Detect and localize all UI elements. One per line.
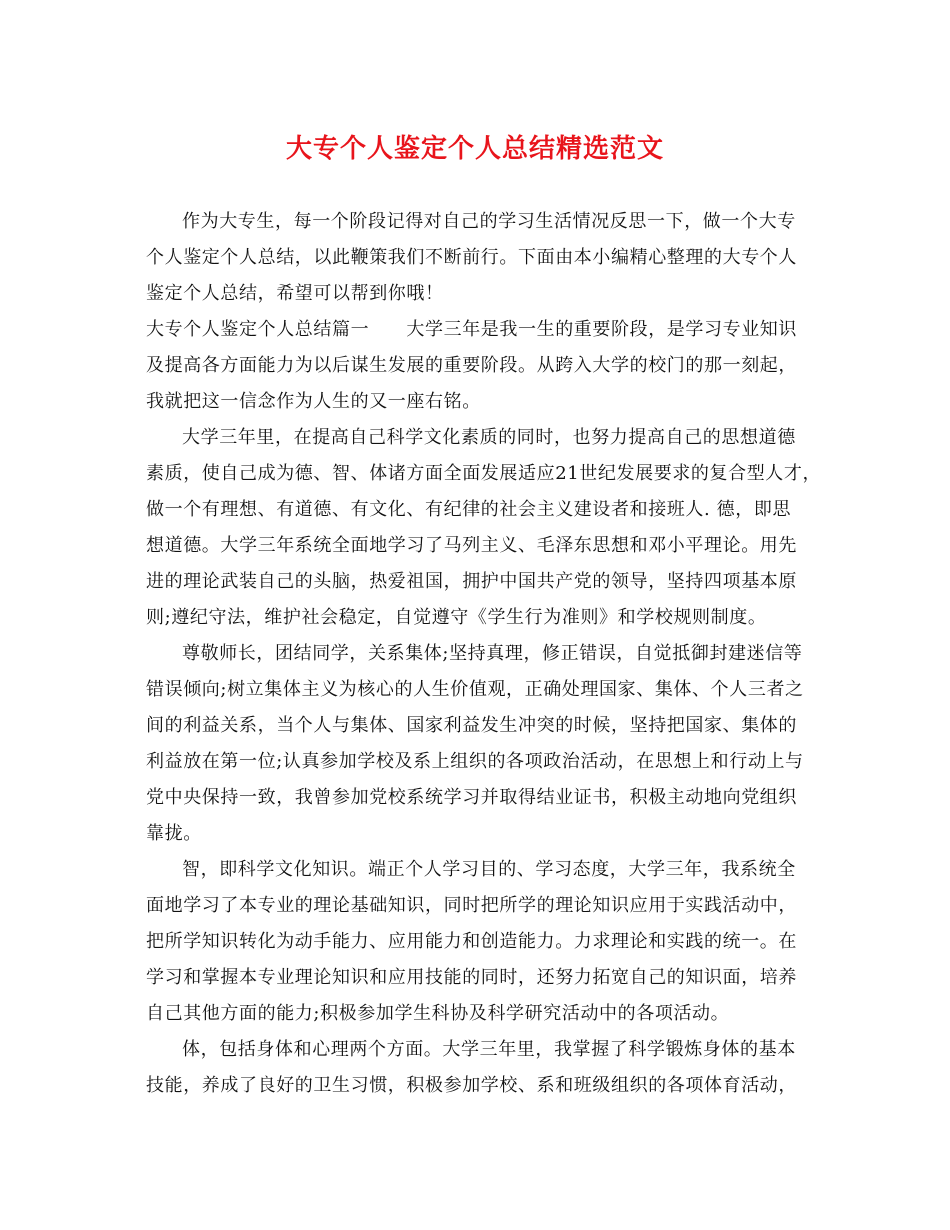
paragraph-line: 学习和掌握本专业理论知识和应用技能的同时，还努力拓宽自己的知识面，培养 [146, 967, 797, 988]
paragraph-line: 面地学习了本专业的理论基础知识，同时把所学的理论知识应用于实践活动中， [146, 895, 797, 916]
paragraph-line: 技能，养成了良好的卫生习惯，积极参加学校、系和班级组织的各项体育活动， [146, 1075, 797, 1096]
paragraph-line: 大学三年里，在提高自己科学文化素质的同时，也努力提高自己的思想道德 [182, 427, 796, 448]
paragraph-line: 自己其他方面的能力;积极参加学生科协及科学研究活动中的各项活动。 [146, 1003, 730, 1024]
paragraph-line: 尊敬师长，团结同学，关系集体;坚持真理，修正错误，自觉抵御封建迷信等 [182, 643, 803, 664]
paragraph-line: 体，包括身体和心理两个方面。大学三年里，我掌握了科学锻炼身体的基本 [182, 1039, 796, 1060]
paragraph-line: 靠拢。 [146, 823, 202, 844]
paragraph-line: 做一个有理想、有道德、有文化、有纪律的社会主义建设者和接班人. 德，即思 [146, 499, 792, 520]
paragraph-line: 把所学知识转化为动手能力、应用能力和创造能力。力求理论和实践的统一。在 [146, 931, 797, 952]
paragraph-line: 间的利益关系，当个人与集体、国家利益发生冲突的时候，坚持把国家、集体的 [146, 715, 797, 736]
paragraph-line: 错误倾向;树立集体主义为核心的人生价值观，正确处理国家、集体、个人三者之 [146, 679, 804, 700]
paragraph-line: 鉴定个人总结，希望可以帮到你哦！ [146, 283, 444, 304]
paragraph-line: 想道德。大学三年系统全面地学习了马列主义、毛泽东思想和邓小平理论。用先 [146, 535, 797, 556]
paragraph-line: 党中央保持一致，我曾参加党校系统学习并取得结业证书，积极主动地向党组织 [146, 787, 797, 808]
paragraph-line: 作为大专生，每一个阶段记得对自己的学习生活情况反思一下，做一个大专 [182, 211, 796, 232]
document-title: 大专个人鉴定个人总结精选范文 [285, 134, 664, 164]
paragraph-line: 个人鉴定个人总结，以此鞭策我们不断前行。下面由本小编精心整理的大专个人 [146, 247, 797, 268]
paragraph-line: 及提高各方面能力为以后谋生发展的重要阶段。从跨入大学的校门的那一刻起， [146, 355, 797, 376]
paragraph-line: 则;遵纪守法，维护社会稳定，自觉遵守《学生行为准则》和学校规则制度。 [146, 607, 767, 628]
paragraph-line: 利益放在第一位;认真参加学校及系上组织的各项政治活动，在思想上和行动上与 [146, 751, 804, 772]
paragraph-line: 大专个人鉴定个人总结篇一 大学三年是我一生的重要阶段，是学习专业知识 [146, 319, 797, 340]
paragraph-line: 智，即科学文化知识。端正个人学习目的、学习态度，大学三年，我系统全 [182, 859, 796, 880]
paragraph-line: 素质，使自己成为德、智、体诸方面全面发展适应21世纪发展要求的复合型人才， [146, 463, 822, 484]
paragraph-line: 我就把这一信念作为人生的又一座右铭。 [146, 391, 481, 412]
paragraph-line: 进的理论武装自己的头脑，热爱祖国，拥护中国共产党的领导，坚持四项基本原 [146, 571, 797, 592]
